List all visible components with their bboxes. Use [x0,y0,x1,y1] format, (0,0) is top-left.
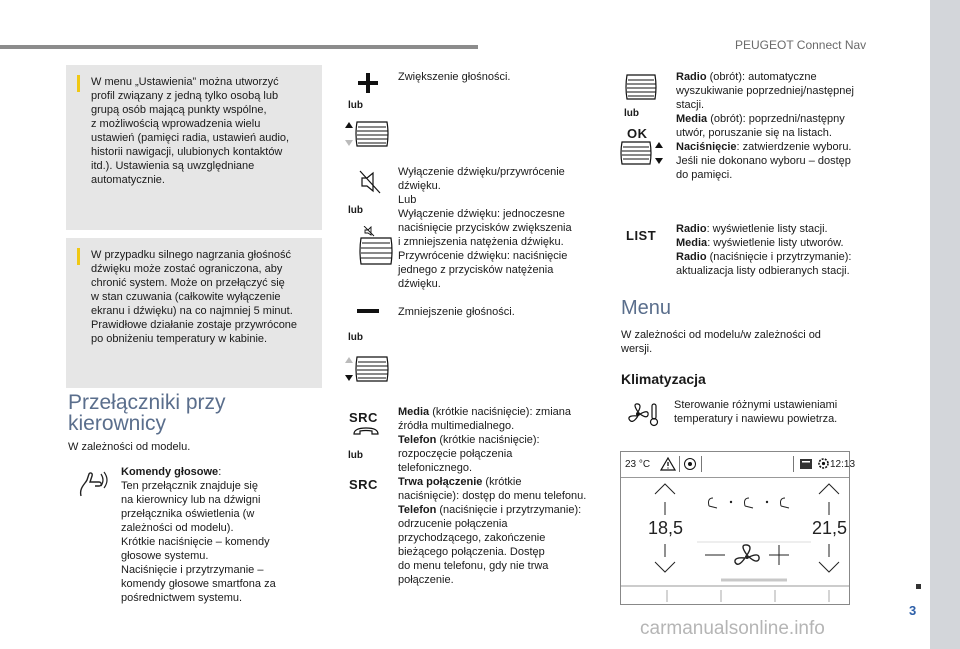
climate-controls [621,478,849,604]
page-number: 3 [909,603,917,618]
temp-left: 18,5 [648,518,684,538]
note-profile [66,65,322,230]
ok-label: OK [627,126,648,141]
menu-text: W zależności od modelu/w zależności od wersji. [621,329,821,355]
fan-icon [735,545,759,564]
minus-icon [357,308,379,314]
src-tel-label: Telefon [398,434,437,446]
brand-header: PEUGEOT Connect Nav [735,38,867,52]
media-desc: (obrót): poprzedni/następny utwór, poruszanie się na listach. [676,113,845,139]
src-text [398,405,608,587]
press-label: Naciśnięcie [676,141,737,153]
vol-up-text: Zwiększenie głośności. [398,71,511,83]
watermark: carmanualsonline.info [640,618,825,639]
src-tel2-label: Telefon [398,504,437,516]
clock: 12:13 [830,459,856,470]
mute-text: Wyłączenie dźwięku/przywrócenie dźwięku. Lub Wyłączenie dźwięku: jednoczesne naciśnięcie przycisków zwiększenia i zmniejszenia natężenia dźwięku. Przywrócenie dźwięku: naciśnięcie jednego z przycisków natężenia dźwięku. [398,166,572,290]
steering-title: Przełączniki przy kierownicy [68,391,226,435]
or-label: lub [348,205,363,216]
radio-text [676,70,854,182]
plus-icon [357,72,379,94]
info-icon [77,248,80,265]
press-desc: : zatwierdzenie wyboru. Jeśli nie dokonano wyboru – dostęp do pamięci. [676,141,852,181]
connectivity-icon [683,457,697,471]
note-overheat [66,238,322,388]
warning-icon [660,457,676,471]
rotary-knob-icon [624,73,658,101]
src-media-label: Media [398,406,430,418]
mute-icon [359,170,381,194]
src-label: SRC [349,410,378,425]
media-label: Media [676,113,708,125]
page-edge-strip [930,0,960,649]
menu-title: Menu [621,297,672,319]
src-call-label: Trwa połączenie [398,476,483,488]
or-label: lub [624,108,639,119]
radio-label: Radio [676,71,707,83]
outside-temp: 23 °C [625,459,651,470]
voice-text: Ten przełącznik znajduje się na kierownicy lub na dźwigni przełącznika oświetlenia (w zależności od modelu). Krótkie naciśnięcie – komendy głosowe systemu. Naciśnięcie i przytrzymanie – komendy głosowe smartfona za pośrednictwem systemu. [121,480,276,604]
src-tel-text: (krótkie naciśnięcie): rozpoczęcie połączenia telefonicznego. [398,434,540,474]
radio-desc: (obrót): automatyczne wyszukiwanie poprzedniej/następnej stacji. [676,71,854,111]
or-label: lub [348,332,363,343]
src-label-2: SRC [349,477,378,492]
phone-icon [352,426,380,436]
climate-icon [626,401,660,427]
thumbwheel-mute-icon [355,226,395,266]
temp-right: 21,5 [812,518,848,538]
list-label: LIST [626,228,657,243]
note-profile-text: W menu „Ustawienia” można utworzyć profil związany z jedną tylko osobą lub grupą osób mającą punkty wspólne, z możliwością wprowadzenia wielu ustawień (pamięci radia, ustawień audio, historii nawigacji, ulubionych kontaktów itd.). Ustawienia są uwzględniane automatycznie. [91,76,290,186]
list-media-label: Media [676,237,708,249]
list-radio-label: Radio [676,223,707,235]
list-radio2-desc: (naciśnięcie i przytrzymanie): aktualizacja listy odbieranych stacji. [676,251,852,277]
src-tel2-text: (naciśnięcie i przytrzymanie): odrzucenie połączenia przychodzącego, zakończenie bieżącego połączenia. Dostęp do menu telefonu, gdy nie trwa połączenie. [398,504,582,586]
end-mark [916,584,921,589]
src-media-text: (krótkie naciśnięcie): zmiana źródła multimedialnego. [398,406,572,432]
klimatyzacja-title: Klimatyzacja [621,371,706,387]
note-overheat-text: W przypadku silnego nagrzania głośność dźwięku może zostać ograniczona, aby chronić system. Może on przełączyć się w stan czuwania (całkowite wyłączenie ekranu i dźwięku) na co najmniej 5 minut. Prawidłowe działanie zostaje przywrócone po obniżeniu temperatury w kabinie. [91,249,298,345]
or-label: lub [348,100,363,111]
header-rule [0,45,478,49]
list-text [676,222,851,278]
vol-down-text: Zmniejszenie głośności. [398,306,515,318]
list-radio-desc: : wyświetlenie listy stacji. [706,223,828,235]
or-label: lub [348,450,363,461]
info-icon [77,75,80,92]
settings-icon [817,457,830,470]
src-call-text: (krótkie naciśnięcie): dostęp do menu telefonu. [398,476,587,502]
screen-status-bar [621,452,856,478]
list-media-desc: : wyświetlenie listy utworów. [707,237,844,249]
voice-label: Komendy głosowe [121,466,219,478]
voice-command-icon [75,470,111,500]
thumbwheel-down-icon [345,355,390,383]
rotary-press-icon [620,140,665,166]
list-radio2-label: Radio [676,251,707,263]
klimatyzacja-text: Sterowanie różnymi ustawieniami temperatury i nawiewu powietrza. [674,399,838,425]
steering-subtitle: W zależności od modelu. [68,441,191,453]
message-icon [799,458,813,470]
thumbwheel-up-icon [345,120,390,148]
